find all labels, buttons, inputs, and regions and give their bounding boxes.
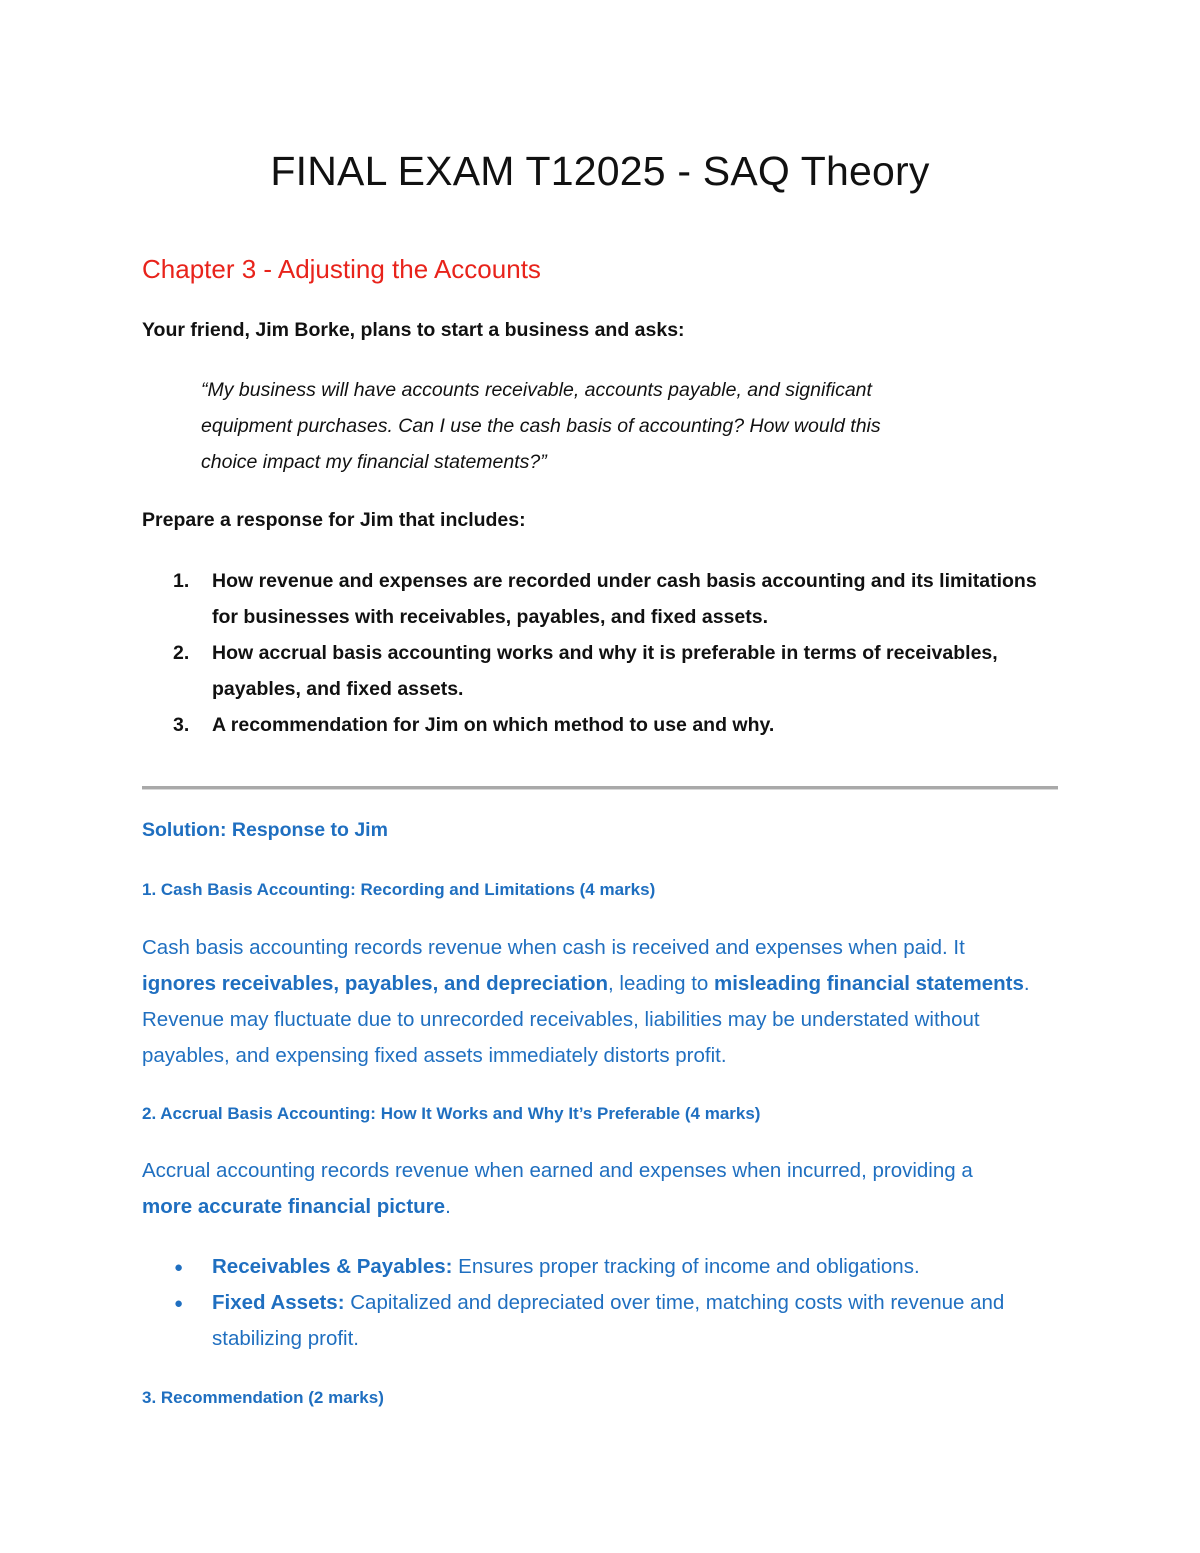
bullet-text: Capitalized and depreciated over time, matching costs with revenue and xyxy=(344,1291,1005,1314)
section-1-heading: 1. Cash Basis Accounting: Recording and Limitations (4 marks) xyxy=(142,880,656,899)
text-run: . xyxy=(1023,972,1030,995)
section-1-text: Cash basis accounting records revenue when cash is received and expenses when paid. It xyxy=(142,936,965,959)
emphasis: more accurate financial picture xyxy=(142,1195,446,1218)
bullet-item xyxy=(212,1255,920,1279)
section-1-text: payables, and expensing fixed assets immediately distorts profit. xyxy=(142,1044,727,1067)
section-3-heading: 3. Recommendation (2 marks) xyxy=(142,1388,384,1407)
list-number: 2. xyxy=(173,642,190,664)
list-item-text: How revenue and expenses are recorded under cash basis accounting and its limitations xyxy=(212,570,1037,592)
bullet-continuation: stabilizing profit. xyxy=(212,1327,359,1350)
section-1-text xyxy=(142,972,1030,996)
list-item-text: payables, and fixed assets. xyxy=(212,678,464,700)
list-item-text: for businesses with receivables, payables, and fixed assets. xyxy=(212,606,768,628)
section-2-heading: 2. Accrual Basis Accounting: How It Works and Why It’s Preferable (4 marks) xyxy=(142,1104,761,1123)
intro-text: Your friend, Jim Borke, plans to start a business and asks: xyxy=(142,319,685,341)
chapter-heading: Chapter 3 - Adjusting the Accounts xyxy=(142,254,541,284)
bullet-item xyxy=(212,1291,1004,1315)
section-1-text: Revenue may fluctuate due to unrecorded receivables, liabilities may be understated without xyxy=(142,1008,980,1031)
quote-line: equipment purchases. Can I use the cash basis of accounting? How would this xyxy=(201,415,881,437)
bullet-icon: ● xyxy=(174,1259,184,1276)
section-2-text: Accrual accounting records revenue when earned and expenses when incurred, providing a xyxy=(142,1159,973,1182)
emphasis: ignores receivables, payables, and depreciation xyxy=(142,972,608,995)
solution-heading: Solution: Response to Jim xyxy=(142,819,388,841)
list-number: 3. xyxy=(173,714,190,736)
list-item-text: How accrual basis accounting works and why it is preferable in terms of receivables, xyxy=(212,642,998,664)
quote-line: “My business will have accounts receivable, accounts payable, and significant xyxy=(201,379,872,401)
page-title: FINAL EXAM T12025 - SAQ Theory xyxy=(270,148,930,194)
bullet-icon: ● xyxy=(174,1295,184,1312)
bullet-text: Ensures proper tracking of income and obligations. xyxy=(452,1255,920,1278)
bullet-label: Receivables & Payables: xyxy=(212,1255,453,1278)
list-item-text: A recommendation for Jim on which method to use and why. xyxy=(212,714,775,736)
section-2-text xyxy=(142,1195,451,1219)
text-run: , leading to xyxy=(608,972,714,995)
emphasis: misleading financial statements xyxy=(714,972,1024,995)
horizontal-divider xyxy=(142,786,1058,790)
quote-line: choice impact my financial statements?” xyxy=(201,451,547,473)
prepare-instruction: Prepare a response for Jim that includes: xyxy=(142,509,526,531)
text-run: . xyxy=(445,1195,451,1218)
list-number: 1. xyxy=(173,570,190,592)
bullet-label: Fixed Assets: xyxy=(212,1291,345,1314)
